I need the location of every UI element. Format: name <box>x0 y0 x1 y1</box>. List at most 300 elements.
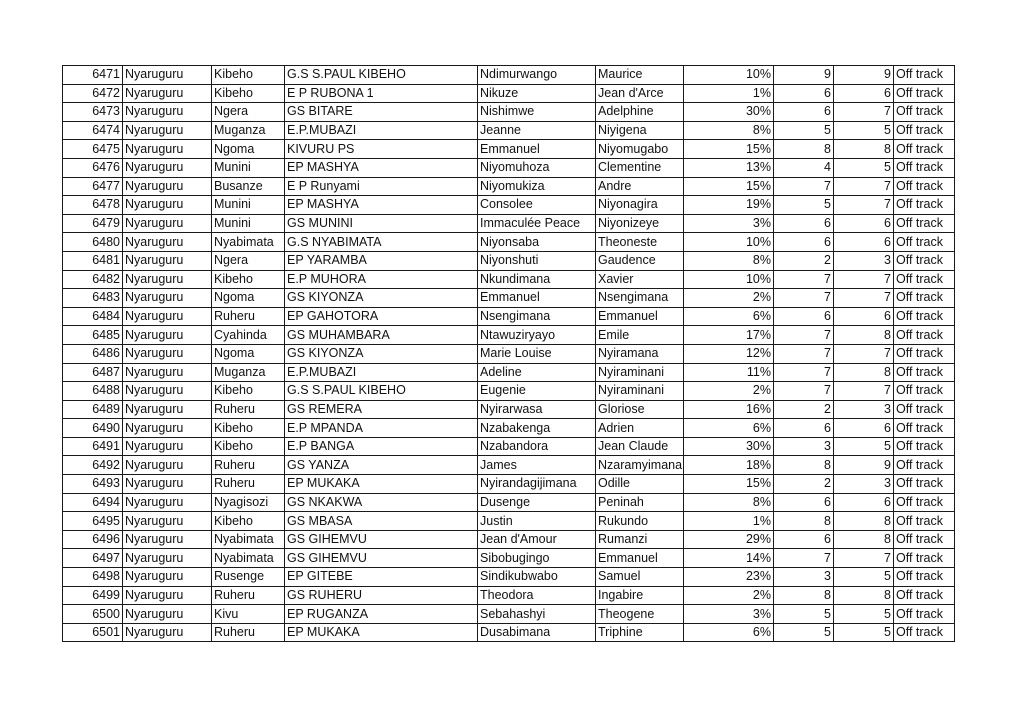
cell-score-b: 5 <box>834 623 894 642</box>
cell-percentage: 11% <box>684 363 774 382</box>
table-row <box>63 437 955 456</box>
cell-row-id: 6481 <box>63 251 123 270</box>
cell-score-b: 7 <box>834 196 894 215</box>
cell-status: Off track <box>894 140 955 159</box>
cell-sector: Ruheru <box>212 400 285 419</box>
cell-sector: Ruheru <box>212 475 285 494</box>
cell-score-a: 7 <box>774 289 834 308</box>
cell-school: E.P.MUBAZI <box>285 121 478 140</box>
cell-district: Nyaruguru <box>123 326 212 345</box>
cell-district: Nyaruguru <box>123 475 212 494</box>
table-row <box>63 251 955 270</box>
cell-row-id: 6500 <box>63 605 123 624</box>
table-row <box>63 270 955 289</box>
cell-district: Nyaruguru <box>123 400 212 419</box>
cell-status: Off track <box>894 66 955 85</box>
cell-status: Off track <box>894 289 955 308</box>
cell-school: E P RUBONA 1 <box>285 84 478 103</box>
cell-row-id: 6487 <box>63 363 123 382</box>
cell-school: E P Runyami <box>285 177 478 196</box>
data-table <box>62 65 955 642</box>
cell-score-a: 2 <box>774 251 834 270</box>
cell-sector: Cyahinda <box>212 326 285 345</box>
cell-district: Nyaruguru <box>123 437 212 456</box>
cell-row-id: 6492 <box>63 456 123 475</box>
cell-score-b: 7 <box>834 289 894 308</box>
cell-school: GS RUHERU <box>285 586 478 605</box>
cell-last-name: Nsengimana <box>478 307 596 326</box>
cell-status: Off track <box>894 400 955 419</box>
cell-percentage: 3% <box>684 605 774 624</box>
cell-row-id: 6499 <box>63 586 123 605</box>
cell-school: EP MUKAKA <box>285 623 478 642</box>
cell-score-b: 9 <box>834 66 894 85</box>
cell-percentage: 13% <box>684 158 774 177</box>
cell-district: Nyaruguru <box>123 512 212 531</box>
cell-row-id: 6498 <box>63 568 123 587</box>
cell-row-id: 6471 <box>63 66 123 85</box>
cell-status: Off track <box>894 307 955 326</box>
cell-status: Off track <box>894 233 955 252</box>
cell-sector: Ngoma <box>212 344 285 363</box>
cell-district: Nyaruguru <box>123 549 212 568</box>
cell-sector: Nyabimata <box>212 233 285 252</box>
table-row <box>63 158 955 177</box>
cell-status: Off track <box>894 270 955 289</box>
cell-percentage: 6% <box>684 419 774 438</box>
cell-first-name: Emmanuel <box>596 307 684 326</box>
cell-score-b: 3 <box>834 251 894 270</box>
table-row <box>63 196 955 215</box>
cell-last-name: Jean d'Amour <box>478 530 596 549</box>
cell-score-b: 6 <box>834 419 894 438</box>
cell-status: Off track <box>894 158 955 177</box>
cell-score-a: 7 <box>774 177 834 196</box>
cell-score-a: 6 <box>774 307 834 326</box>
cell-row-id: 6488 <box>63 382 123 401</box>
cell-school: GS BITARE <box>285 103 478 122</box>
cell-row-id: 6484 <box>63 307 123 326</box>
cell-score-a: 6 <box>774 214 834 233</box>
cell-score-b: 5 <box>834 568 894 587</box>
cell-row-id: 6476 <box>63 158 123 177</box>
cell-percentage: 18% <box>684 456 774 475</box>
cell-school: E.P MPANDA <box>285 419 478 438</box>
cell-score-b: 6 <box>834 233 894 252</box>
cell-status: Off track <box>894 363 955 382</box>
cell-score-a: 5 <box>774 121 834 140</box>
cell-score-b: 6 <box>834 84 894 103</box>
cell-district: Nyaruguru <box>123 214 212 233</box>
cell-first-name: Emile <box>596 326 684 345</box>
cell-district: Nyaruguru <box>123 623 212 642</box>
cell-status: Off track <box>894 437 955 456</box>
cell-school: EP GITEBE <box>285 568 478 587</box>
cell-district: Nyaruguru <box>123 568 212 587</box>
cell-first-name: Theoneste <box>596 233 684 252</box>
cell-score-b: 6 <box>834 493 894 512</box>
cell-status: Off track <box>894 456 955 475</box>
cell-score-b: 8 <box>834 140 894 159</box>
cell-percentage: 2% <box>684 586 774 605</box>
cell-row-id: 6493 <box>63 475 123 494</box>
cell-percentage: 3% <box>684 214 774 233</box>
table-row <box>63 568 955 587</box>
cell-district: Nyaruguru <box>123 289 212 308</box>
cell-row-id: 6501 <box>63 623 123 642</box>
cell-score-a: 7 <box>774 344 834 363</box>
table-row <box>63 456 955 475</box>
cell-score-a: 6 <box>774 419 834 438</box>
cell-sector: Muganza <box>212 121 285 140</box>
cell-sector: Kibeho <box>212 270 285 289</box>
table-row <box>63 233 955 252</box>
cell-score-a: 7 <box>774 382 834 401</box>
cell-sector: Rusenge <box>212 568 285 587</box>
cell-last-name: Emmanuel <box>478 289 596 308</box>
cell-percentage: 30% <box>684 103 774 122</box>
cell-last-name: Niyomuhoza <box>478 158 596 177</box>
cell-score-a: 8 <box>774 456 834 475</box>
cell-status: Off track <box>894 493 955 512</box>
cell-status: Off track <box>894 623 955 642</box>
cell-percentage: 8% <box>684 493 774 512</box>
cell-score-a: 7 <box>774 549 834 568</box>
cell-status: Off track <box>894 196 955 215</box>
cell-score-b: 7 <box>834 177 894 196</box>
cell-sector: Kibeho <box>212 382 285 401</box>
cell-row-id: 6489 <box>63 400 123 419</box>
cell-row-id: 6491 <box>63 437 123 456</box>
cell-percentage: 29% <box>684 530 774 549</box>
cell-last-name: Sebahashyi <box>478 605 596 624</box>
cell-sector: Ngera <box>212 103 285 122</box>
cell-score-b: 8 <box>834 326 894 345</box>
cell-last-name: Immaculée Peace <box>478 214 596 233</box>
cell-sector: Ruheru <box>212 307 285 326</box>
cell-percentage: 8% <box>684 121 774 140</box>
cell-score-b: 8 <box>834 512 894 531</box>
cell-sector: Ngoma <box>212 140 285 159</box>
cell-district: Nyaruguru <box>123 233 212 252</box>
cell-first-name: Maurice <box>596 66 684 85</box>
cell-status: Off track <box>894 121 955 140</box>
cell-score-a: 5 <box>774 196 834 215</box>
cell-status: Off track <box>894 251 955 270</box>
cell-first-name: Adrien <box>596 419 684 438</box>
cell-score-b: 5 <box>834 121 894 140</box>
cell-percentage: 6% <box>684 623 774 642</box>
table-row <box>63 475 955 494</box>
cell-district: Nyaruguru <box>123 103 212 122</box>
cell-first-name: Nyiraminani <box>596 382 684 401</box>
cell-last-name: Sindikubwabo <box>478 568 596 587</box>
cell-sector: Ngoma <box>212 289 285 308</box>
cell-first-name: Andre <box>596 177 684 196</box>
cell-percentage: 10% <box>684 66 774 85</box>
cell-last-name: Justin <box>478 512 596 531</box>
cell-sector: Kibeho <box>212 419 285 438</box>
cell-percentage: 12% <box>684 344 774 363</box>
cell-percentage: 15% <box>684 177 774 196</box>
cell-score-b: 5 <box>834 158 894 177</box>
cell-first-name: Niyonizeye <box>596 214 684 233</box>
cell-last-name: Nzabandora <box>478 437 596 456</box>
cell-score-a: 2 <box>774 400 834 419</box>
table-row <box>63 363 955 382</box>
cell-percentage: 10% <box>684 270 774 289</box>
cell-score-a: 9 <box>774 66 834 85</box>
cell-percentage: 30% <box>684 437 774 456</box>
table-row <box>63 586 955 605</box>
table-row <box>63 344 955 363</box>
cell-row-id: 6480 <box>63 233 123 252</box>
cell-sector: Ngera <box>212 251 285 270</box>
cell-school: E.P BANGA <box>285 437 478 456</box>
cell-sector: Kibeho <box>212 512 285 531</box>
cell-last-name: Nkundimana <box>478 270 596 289</box>
cell-score-b: 5 <box>834 605 894 624</box>
cell-last-name: Niyonshuti <box>478 251 596 270</box>
cell-sector: Munini <box>212 196 285 215</box>
table-row <box>63 605 955 624</box>
cell-district: Nyaruguru <box>123 84 212 103</box>
cell-percentage: 10% <box>684 233 774 252</box>
cell-first-name: Emmanuel <box>596 549 684 568</box>
cell-school: EP MASHYA <box>285 196 478 215</box>
cell-row-id: 6495 <box>63 512 123 531</box>
cell-row-id: 6472 <box>63 84 123 103</box>
cell-last-name: Ntawuziryayo <box>478 326 596 345</box>
cell-district: Nyaruguru <box>123 605 212 624</box>
cell-percentage: 15% <box>684 475 774 494</box>
cell-school: E.P MUHORA <box>285 270 478 289</box>
cell-first-name: Xavier <box>596 270 684 289</box>
cell-school: KIVURU PS <box>285 140 478 159</box>
cell-sector: Munini <box>212 158 285 177</box>
cell-score-a: 2 <box>774 475 834 494</box>
table-row <box>63 400 955 419</box>
cell-sector: Ruheru <box>212 456 285 475</box>
cell-score-b: 8 <box>834 586 894 605</box>
cell-district: Nyaruguru <box>123 363 212 382</box>
cell-district: Nyaruguru <box>123 121 212 140</box>
cell-school: GS KIYONZA <box>285 289 478 308</box>
cell-school: EP RUGANZA <box>285 605 478 624</box>
cell-last-name: Nyirandagijimana <box>478 475 596 494</box>
cell-percentage: 6% <box>684 307 774 326</box>
cell-status: Off track <box>894 103 955 122</box>
cell-score-b: 3 <box>834 475 894 494</box>
table-row <box>63 214 955 233</box>
cell-sector: Kibeho <box>212 437 285 456</box>
cell-sector: Kibeho <box>212 66 285 85</box>
cell-sector: Ruheru <box>212 586 285 605</box>
cell-district: Nyaruguru <box>123 196 212 215</box>
cell-first-name: Nyiraminani <box>596 363 684 382</box>
cell-score-a: 8 <box>774 512 834 531</box>
cell-sector: Nyabimata <box>212 549 285 568</box>
cell-score-b: 7 <box>834 344 894 363</box>
cell-status: Off track <box>894 512 955 531</box>
cell-district: Nyaruguru <box>123 270 212 289</box>
cell-status: Off track <box>894 84 955 103</box>
cell-status: Off track <box>894 605 955 624</box>
cell-score-b: 6 <box>834 307 894 326</box>
cell-school: GS GIHEMVU <box>285 530 478 549</box>
cell-first-name: Nzaramyimana <box>596 456 684 475</box>
cell-last-name: Jeanne <box>478 121 596 140</box>
table-row <box>63 326 955 345</box>
cell-district: Nyaruguru <box>123 177 212 196</box>
cell-school: GS REMERA <box>285 400 478 419</box>
cell-district: Nyaruguru <box>123 382 212 401</box>
cell-status: Off track <box>894 177 955 196</box>
cell-first-name: Jean Claude <box>596 437 684 456</box>
cell-score-b: 5 <box>834 437 894 456</box>
cell-status: Off track <box>894 214 955 233</box>
cell-row-id: 6485 <box>63 326 123 345</box>
cell-district: Nyaruguru <box>123 344 212 363</box>
cell-percentage: 2% <box>684 289 774 308</box>
table-row <box>63 512 955 531</box>
table-row <box>63 177 955 196</box>
table-row <box>63 493 955 512</box>
cell-last-name: Dusenge <box>478 493 596 512</box>
cell-score-a: 4 <box>774 158 834 177</box>
cell-last-name: Nikuze <box>478 84 596 103</box>
cell-first-name: Rukundo <box>596 512 684 531</box>
cell-last-name: Nishimwe <box>478 103 596 122</box>
cell-status: Off track <box>894 530 955 549</box>
cell-percentage: 2% <box>684 382 774 401</box>
cell-status: Off track <box>894 568 955 587</box>
cell-last-name: Niyomukiza <box>478 177 596 196</box>
table-row <box>63 66 955 85</box>
cell-district: Nyaruguru <box>123 419 212 438</box>
cell-status: Off track <box>894 586 955 605</box>
cell-row-id: 6486 <box>63 344 123 363</box>
cell-row-id: 6474 <box>63 121 123 140</box>
table-row <box>63 289 955 308</box>
cell-district: Nyaruguru <box>123 456 212 475</box>
cell-district: Nyaruguru <box>123 140 212 159</box>
table-row <box>63 382 955 401</box>
cell-first-name: Jean d'Arce <box>596 84 684 103</box>
cell-sector: Nyagisozi <box>212 493 285 512</box>
cell-sector: Ruheru <box>212 623 285 642</box>
table-row <box>63 549 955 568</box>
cell-row-id: 6496 <box>63 530 123 549</box>
cell-score-a: 5 <box>774 605 834 624</box>
cell-district: Nyaruguru <box>123 251 212 270</box>
cell-sector: Muganza <box>212 363 285 382</box>
cell-last-name: Ndimurwango <box>478 66 596 85</box>
cell-sector: Nyabimata <box>212 530 285 549</box>
table-row <box>63 623 955 642</box>
table-row <box>63 307 955 326</box>
cell-school: E.P.MUBAZI <box>285 363 478 382</box>
cell-score-a: 6 <box>774 493 834 512</box>
cell-last-name: Emmanuel <box>478 140 596 159</box>
cell-last-name: Adeline <box>478 363 596 382</box>
cell-last-name: Dusabimana <box>478 623 596 642</box>
cell-status: Off track <box>894 344 955 363</box>
cell-percentage: 17% <box>684 326 774 345</box>
cell-first-name: Adelphine <box>596 103 684 122</box>
cell-status: Off track <box>894 326 955 345</box>
cell-row-id: 6478 <box>63 196 123 215</box>
cell-school: GS NKAKWA <box>285 493 478 512</box>
cell-district: Nyaruguru <box>123 158 212 177</box>
cell-score-a: 5 <box>774 623 834 642</box>
cell-row-id: 6473 <box>63 103 123 122</box>
table-row <box>63 103 955 122</box>
cell-first-name: Ingabire <box>596 586 684 605</box>
cell-percentage: 15% <box>684 140 774 159</box>
cell-sector: Kivu <box>212 605 285 624</box>
cell-last-name: Eugenie <box>478 382 596 401</box>
cell-row-id: 6482 <box>63 270 123 289</box>
cell-row-id: 6494 <box>63 493 123 512</box>
table-row <box>63 530 955 549</box>
cell-score-a: 6 <box>774 103 834 122</box>
cell-school: GS KIYONZA <box>285 344 478 363</box>
cell-row-id: 6477 <box>63 177 123 196</box>
cell-status: Off track <box>894 549 955 568</box>
cell-score-b: 3 <box>834 400 894 419</box>
cell-first-name: Gaudence <box>596 251 684 270</box>
table-row <box>63 84 955 103</box>
cell-school: EP MUKAKA <box>285 475 478 494</box>
cell-last-name: Theodora <box>478 586 596 605</box>
cell-score-a: 7 <box>774 270 834 289</box>
cell-school: G.S S.PAUL KIBEHO <box>285 66 478 85</box>
cell-row-id: 6475 <box>63 140 123 159</box>
cell-row-id: 6490 <box>63 419 123 438</box>
cell-score-b: 7 <box>834 270 894 289</box>
cell-first-name: Clementine <box>596 158 684 177</box>
cell-first-name: Theogene <box>596 605 684 624</box>
cell-score-a: 8 <box>774 586 834 605</box>
cell-first-name: Niyomugabo <box>596 140 684 159</box>
cell-score-a: 8 <box>774 140 834 159</box>
cell-district: Nyaruguru <box>123 586 212 605</box>
cell-school: GS YANZA <box>285 456 478 475</box>
cell-first-name: Nsengimana <box>596 289 684 308</box>
cell-percentage: 1% <box>684 84 774 103</box>
table-row <box>63 140 955 159</box>
cell-district: Nyaruguru <box>123 307 212 326</box>
cell-last-name: Nyirarwasa <box>478 400 596 419</box>
cell-district: Nyaruguru <box>123 66 212 85</box>
cell-score-a: 7 <box>774 363 834 382</box>
cell-percentage: 14% <box>684 549 774 568</box>
table-body <box>63 66 955 642</box>
cell-percentage: 19% <box>684 196 774 215</box>
cell-row-id: 6483 <box>63 289 123 308</box>
cell-first-name: Peninah <box>596 493 684 512</box>
cell-score-b: 7 <box>834 103 894 122</box>
cell-first-name: Gloriose <box>596 400 684 419</box>
cell-status: Off track <box>894 419 955 438</box>
cell-last-name: Niyonsaba <box>478 233 596 252</box>
cell-last-name: Consolee <box>478 196 596 215</box>
table-row <box>63 121 955 140</box>
cell-score-b: 8 <box>834 530 894 549</box>
cell-score-a: 6 <box>774 530 834 549</box>
cell-score-b: 6 <box>834 214 894 233</box>
